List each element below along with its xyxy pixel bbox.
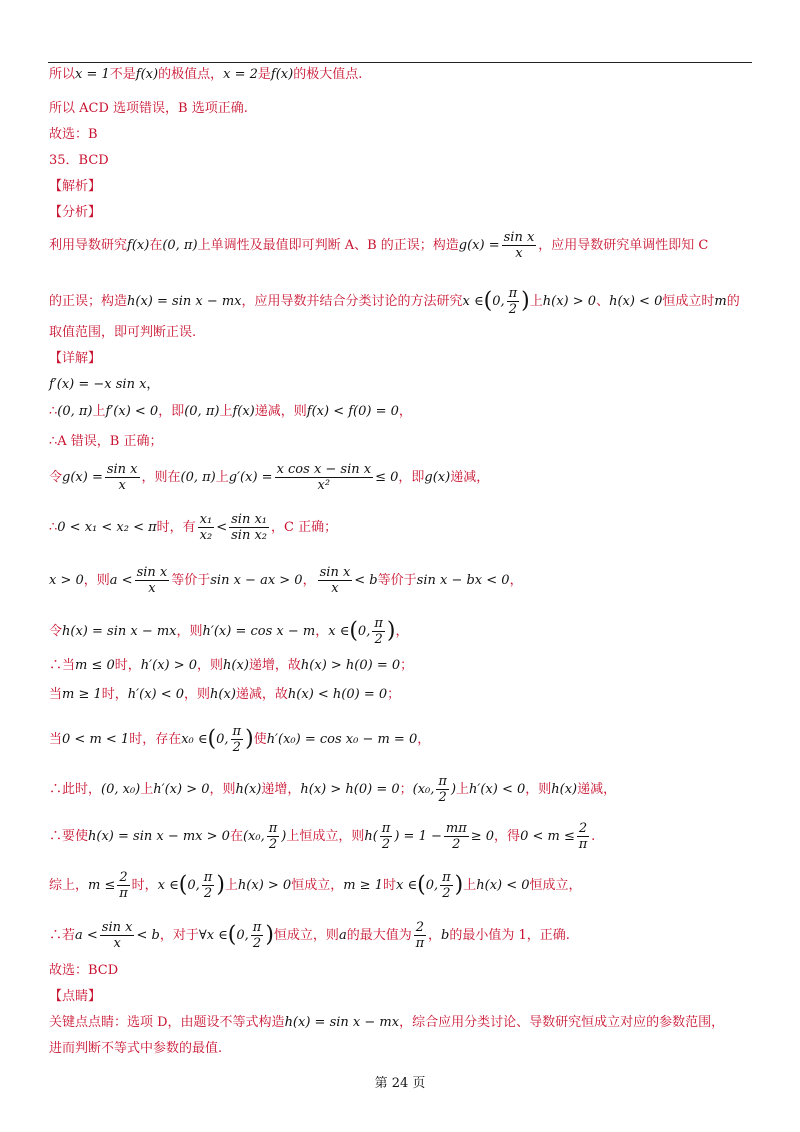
line-21: ∴此时，(0, x₀)上h′(x) > 0，则h(x)递增，h(x) > h(0) = 0；(x₀, $\frac{\pi}{2}$ )上h′(x) < 0，则h(x)递减， [49, 774, 617, 805]
line-12: ∴(0, π)上f′(x) < 0，即(0, π)上f(x)递减，则f(x) < f(0) = 0， [49, 404, 412, 419]
line-16: x > 0，则a < $\frac{\text{sin x}}{x}$ 等价于sin x − ax > 0， $\frac{\text{sin x}}{x}$ < b等价于sin x − bx < 0， [49, 565, 523, 596]
page-number: 第 24 页 [374, 1076, 426, 1091]
line-13: ∴A 错误，B 正确； [49, 434, 163, 449]
line-28: 进而判断不等式中参数的最值. [49, 1041, 223, 1056]
line-27: 关键点点睛：选项 D，由题设不等式构造h(x) = sin x − mx，综合应用分类讨论、导数研究恒成立对应的参数范围， [49, 1015, 725, 1030]
line-11: f′(x) = −x sin x， [49, 377, 160, 392]
line-9: 取值范围，即可判断正误. [49, 325, 197, 340]
line-3: 故选：B [49, 127, 98, 142]
line-14: 令g(x) = $\frac{\text{sin x}}{x}$ ，则在(0, π)上g′(x) = $\frac{\text{x cos x − sin x}}{\text{x²}}$ ≤ 0，即g(x)递减， [49, 462, 490, 493]
line-23: 综上，m ≤ $\frac{2}{\pi}$ 时，x ∈(0, $\frac{\pi}{2}$ )上h(x) > 0恒成立，m ≥ 1时x ∈(0, $\frac{\pi}{2}$ )上h(x) < 0恒成立， [49, 870, 582, 901]
line-8: 的正误；构造h(x) = sin x − mx，应用导数并结合分类讨论的方法研究x ∈(0, $\frac{\pi}{2}$ )上h(x) > 0、h(x) < 0恒成立时m的 [49, 286, 740, 317]
line-18: ∴当m ≤ 0时，h′(x) > 0，则h(x)递增，故h(x) > h(0) = 0； [49, 658, 414, 673]
line-7: 利用导数研究f(x)在(0, π)上单调性及最值即可判断 A、B 的正误；构造g(x) = $\frac{\text{sin x}}{x}$ ，应用导数研究单调性即知 C [49, 230, 709, 261]
line-25: 故选：BCD [49, 963, 119, 978]
line-15: ∴0 < x₁ < x₂ < π时，有 $\frac{\text{x₁}}{\text{x₂}}$ < $\frac{\text{sin x₁}}{\text{sin x₂}}$ ，C 正确； [49, 512, 338, 543]
line-26: 【点睛】 [49, 989, 102, 1004]
line-24: ∴若a < $\frac{\text{sin x}}{x}$ < b，对于∀x ∈(0, $\frac{\pi}{2}$ )恒成立，则a的最大值为 $\frac{2}{\pi}$ ，b的最小值为 1，正确. [49, 920, 570, 951]
line-6: 【分析】 [49, 205, 102, 220]
line-2: 所以 ACD 选项错误，B 选项正确. [49, 101, 248, 116]
header-rule [48, 62, 752, 63]
line-1: 所以x = 1不是f(x)的极值点，x = 2是f(x)的极大值点. [49, 67, 363, 82]
line-22: ∴要使h(x) = sin x − mx > 0在(x₀, $\frac{\pi}{2}$ )上恒成立，则h( $\frac{\pi}{2}$ ) = 1 − $\frac{m\pi}{2}$ ≥ 0，得0 < m ≤ $\frac{2}{\pi}$ . [49, 821, 596, 852]
line-20: 当0 < m < 1时，存在x₀ ∈(0, $\frac{\pi}{2}$ )使h′(x₀) = cos x₀ − m = 0， [49, 724, 431, 755]
line-19: 当m ≥ 1时，h′(x) < 0，则h(x)递减，故h(x) < h(0) = 0； [49, 687, 401, 702]
line-10: 【详解】 [49, 351, 102, 366]
line-4: 35．BCD [49, 153, 109, 168]
line-5: 【解析】 [49, 179, 102, 194]
line-17: 令h(x) = sin x − mx，则h′(x) = cos x − m，x ∈(0, $\frac{\pi}{2}$ )， [49, 616, 409, 647]
